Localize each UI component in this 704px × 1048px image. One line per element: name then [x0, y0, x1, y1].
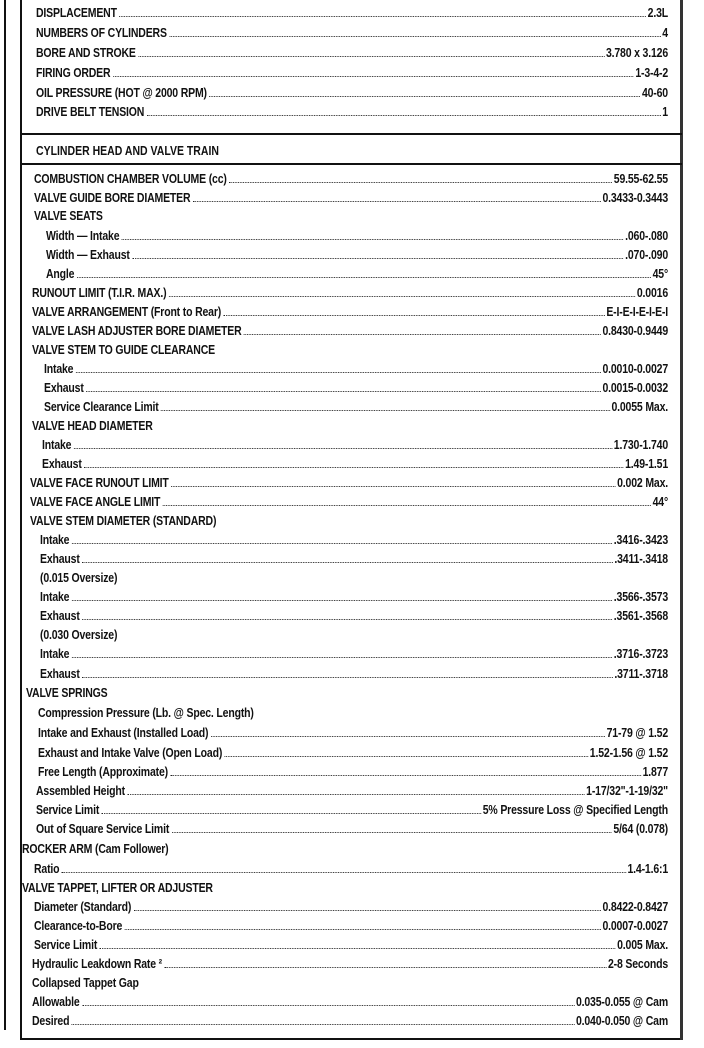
spec-value: 2.3L: [647, 6, 668, 20]
spec-row: [36, 86, 668, 100]
spec-value: .3411-.3418: [614, 552, 668, 566]
spec-row: [36, 822, 668, 836]
spec-value: 1-17/32"-1-19/32": [586, 784, 668, 798]
spec-label: Intake: [44, 362, 74, 376]
leader-dots: [72, 543, 612, 544]
leader-dots: [100, 948, 616, 949]
leader-dots: [122, 239, 624, 240]
spec-label: (0.015 Oversize): [40, 571, 118, 585]
leader-dots: [209, 96, 640, 97]
spec-row: [36, 6, 668, 20]
spec-row: [34, 919, 668, 933]
spec-row: [34, 191, 668, 205]
spec-value: 0.8422-0.8427: [602, 900, 668, 914]
spec-value: 1: [662, 105, 668, 119]
leader-dots: [161, 410, 610, 411]
leader-dots: [82, 1005, 574, 1006]
spec-label: COMBUSTION CHAMBER VOLUME (cc): [34, 172, 227, 186]
spec-row: [30, 495, 668, 509]
spec-label: Exhaust: [42, 457, 82, 471]
spec-row: [40, 609, 668, 623]
spec-value: 59.55-62.55: [613, 172, 668, 186]
spec-label: VALVE HEAD DIAMETER: [32, 419, 153, 433]
spec-row: [44, 400, 668, 414]
spec-label: Service Limit: [34, 938, 98, 952]
leader-dots: [82, 619, 612, 620]
spec-label: VALVE STEM TO GUIDE CLEARANCE: [32, 343, 215, 357]
spec-label: Assembled Height: [36, 784, 125, 798]
leader-dots: [229, 182, 612, 183]
spec-row: [32, 286, 668, 300]
leader-dots: [119, 16, 646, 17]
spec-row: [34, 862, 668, 876]
spec-label: Width — Intake: [46, 229, 120, 243]
spec-row: [46, 229, 668, 243]
leader-dots: [169, 296, 635, 297]
spec-row: [34, 209, 668, 223]
spec-row: [38, 706, 668, 720]
spec-value: 45°: [652, 267, 668, 281]
spec-row: [36, 26, 668, 40]
spec-row: [32, 976, 668, 990]
spec-label: Service Clearance Limit: [44, 400, 159, 414]
page-left-edge: [4, 0, 6, 1030]
spec-row: [30, 514, 668, 528]
spec-row: [42, 438, 668, 452]
spec-label: OIL PRESSURE (HOT @ 2000 RPM): [36, 86, 207, 100]
spec-row: [36, 46, 668, 60]
spec-value: 1.877: [642, 765, 668, 779]
spec-label: (0.030 Oversize): [40, 628, 118, 642]
spec-value: 2-8 Seconds: [607, 957, 668, 971]
spec-label: VALVE SEATS: [34, 209, 103, 223]
spec-row: [34, 900, 668, 914]
spec-label: BORE AND STROKE: [36, 46, 136, 60]
spec-label: Hydraulic Leakdown Rate ²: [32, 957, 163, 971]
spec-row: [32, 419, 668, 433]
spec-value: 0.005 Max.: [617, 938, 668, 952]
spec-label: VALVE GUIDE BORE DIAMETER: [34, 191, 191, 205]
spec-value: 0.035-0.055 @ Cam: [575, 995, 668, 1009]
section-divider: [20, 133, 682, 135]
spec-row: [40, 533, 668, 547]
spec-row: [32, 305, 668, 319]
spec-value: 1-3-4-2: [635, 66, 668, 80]
leader-dots: [125, 929, 601, 930]
leader-dots: [86, 391, 601, 392]
leader-dots: [113, 76, 634, 77]
leader-dots: [82, 677, 612, 678]
spec-value: 0.0016: [636, 286, 668, 300]
spec-label: DRIVE BELT TENSION: [36, 105, 145, 119]
spec-value: 71-79 @ 1.52: [606, 726, 668, 740]
spec-label: VALVE SPRINGS: [26, 686, 108, 700]
leader-dots: [134, 910, 601, 911]
spec-label: Out of Square Service Limit: [36, 822, 170, 836]
spec-value: .3711-.3718: [614, 667, 668, 681]
spec-label: Intake: [40, 533, 70, 547]
spec-label: VALVE STEM DIAMETER (STANDARD): [30, 514, 217, 528]
spec-row: [40, 571, 668, 585]
spec-row: [32, 343, 668, 357]
spec-label: Exhaust: [44, 381, 84, 395]
spec-value: 0.0055 Max.: [611, 400, 668, 414]
leader-dots: [72, 657, 612, 658]
spec-value: .060-.080: [625, 229, 668, 243]
spec-row: [36, 66, 668, 80]
spec-value: .3561-.3568: [613, 609, 668, 623]
spec-label: RUNOUT LIMIT (T.I.R. MAX.): [32, 286, 167, 300]
spec-row: [32, 1014, 668, 1028]
spec-value: .070-.090: [625, 248, 668, 262]
leader-dots: [171, 775, 641, 776]
spec-value: .3716-.3723: [613, 647, 668, 661]
leader-dots: [77, 277, 651, 278]
spec-label: Exhaust: [40, 609, 80, 623]
spec-row: [44, 362, 668, 376]
spec-value: .3416-.3423: [613, 533, 668, 547]
leader-dots: [225, 756, 588, 757]
spec-label: VALVE ARRANGEMENT (Front to Rear): [32, 305, 222, 319]
spec-value: 5% Pressure Loss @ Specified Length: [482, 803, 668, 817]
spec-row: [38, 765, 668, 779]
leader-dots: [211, 736, 605, 737]
leader-dots: [84, 467, 623, 468]
spec-label: Ratio: [34, 862, 60, 876]
spec-value: 5/64 (0.078): [613, 822, 668, 836]
spec-row: [26, 686, 668, 700]
leader-dots: [127, 794, 584, 795]
spec-row: [32, 957, 668, 971]
spec-label: Intake: [40, 647, 70, 661]
spec-row: [36, 105, 668, 119]
spec-label: Angle: [46, 267, 75, 281]
spec-label: VALVE FACE RUNOUT LIMIT: [30, 476, 169, 490]
spec-row: [30, 476, 668, 490]
spec-row: [46, 248, 668, 262]
spec-label: VALVE TAPPET, LIFTER OR ADJUSTER: [22, 881, 213, 895]
leader-dots: [102, 813, 481, 814]
spec-row: [22, 881, 668, 895]
spec-row: [44, 381, 668, 395]
spec-row: [38, 726, 668, 740]
spec-label: Collapsed Tappet Gap: [32, 976, 139, 990]
spec-row: [42, 457, 668, 471]
spec-value: 0.0010-0.0027: [602, 362, 668, 376]
spec-label: Width — Exhaust: [46, 248, 130, 262]
leader-dots: [244, 334, 601, 335]
spec-row: [46, 267, 668, 281]
spec-label: FIRING ORDER: [36, 66, 111, 80]
leader-dots: [165, 967, 607, 968]
spec-value: 0.0015-0.0032: [602, 381, 668, 395]
spec-value: 0.8430-0.9449: [602, 324, 668, 338]
leader-dots: [224, 315, 605, 316]
spec-value: 3.780 x 3.126: [605, 46, 668, 60]
leader-dots: [171, 486, 615, 487]
section-title: CYLINDER HEAD AND VALVE TRAIN: [36, 144, 219, 158]
spec-label: VALVE LASH ADJUSTER BORE DIAMETER: [32, 324, 242, 338]
spec-value: 1.730-1.740: [613, 438, 668, 452]
spec-row: [36, 803, 668, 817]
spec-row: [40, 590, 668, 604]
spec-row: [22, 842, 668, 856]
spec-value: 0.0007-0.0027: [602, 919, 668, 933]
spec-label: Exhaust: [40, 667, 80, 681]
spec-row: [34, 938, 668, 952]
leader-dots: [72, 600, 612, 601]
spec-label: Allowable: [32, 995, 80, 1009]
spec-row: [32, 995, 668, 1009]
spec-label: DISPLACEMENT: [36, 6, 117, 20]
leader-dots: [72, 1024, 574, 1025]
leader-dots: [147, 115, 661, 116]
spec-label: NUMBERS OF CYLINDERS: [36, 26, 167, 40]
spec-label: Clearance-to-Bore: [34, 919, 123, 933]
spec-value: 0.040-0.050 @ Cam: [575, 1014, 668, 1028]
spec-row: [40, 628, 668, 642]
spec-value: 0.002 Max.: [617, 476, 668, 490]
spec-label: Exhaust and Intake Valve (Open Load): [38, 746, 223, 760]
leader-dots: [163, 505, 651, 506]
leader-dots: [76, 372, 601, 373]
spec-value: 4: [662, 26, 668, 40]
leader-dots: [193, 201, 601, 202]
leader-dots: [172, 832, 612, 833]
spec-label: Exhaust: [40, 552, 80, 566]
spec-row: [40, 647, 668, 661]
leader-dots: [62, 872, 626, 873]
page-right-edge: [680, 0, 683, 1040]
spec-value: E-I-E-I-E-I-E-I: [606, 305, 668, 319]
leader-dots: [82, 562, 612, 563]
spec-label: Free Length (Approximate): [38, 765, 168, 779]
spec-value: 40-60: [641, 86, 668, 100]
spec-value: .3566-.3573: [613, 590, 668, 604]
spec-value: 1.4-1.6:1: [627, 862, 668, 876]
leader-dots: [138, 56, 604, 57]
leader-dots: [132, 258, 623, 259]
spec-label: Intake and Exhaust (Installed Load): [38, 726, 209, 740]
leader-dots: [169, 36, 660, 37]
spec-label: Compression Pressure (Lb. @ Spec. Length): [38, 706, 254, 720]
spec-label: Intake: [42, 438, 72, 452]
spec-label: Service Limit: [36, 803, 100, 817]
spec-value: 1.49-1.51: [625, 457, 668, 471]
spec-row: [32, 324, 668, 338]
spec-row: [38, 746, 668, 760]
spec-label: VALVE FACE ANGLE LIMIT: [30, 495, 161, 509]
spec-label: Diameter (Standard): [34, 900, 132, 914]
spec-row: [40, 552, 668, 566]
spec-row: [36, 784, 668, 798]
spec-label: Desired: [32, 1014, 70, 1028]
spec-value: 1.52-1.56 @ 1.52: [589, 746, 668, 760]
leader-dots: [74, 448, 612, 449]
section-title-rule: [20, 163, 682, 165]
spec-label: Intake: [40, 590, 70, 604]
spec-value: 0.3433-0.3443: [602, 191, 668, 205]
spec-row: [34, 172, 668, 186]
spec-row: [40, 667, 668, 681]
spec-value: 44°: [652, 495, 668, 509]
spec-label: ROCKER ARM (Cam Follower): [22, 842, 169, 856]
